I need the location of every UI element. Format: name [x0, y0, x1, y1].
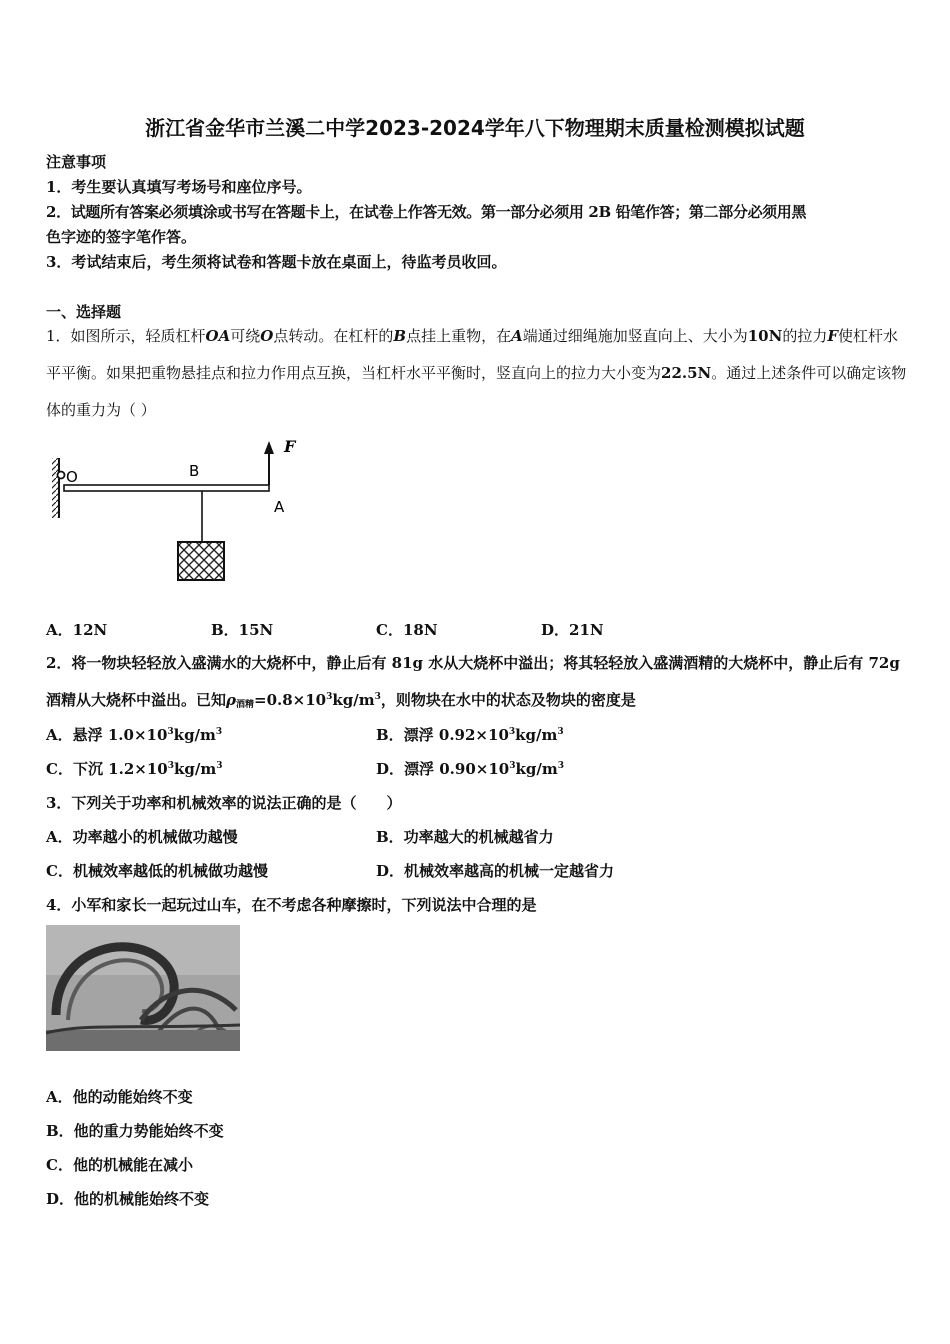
- notice-item-3: 3．考试结束后，考生须将试卷和答题卡放在桌面上，待监考员收回。: [46, 253, 507, 271]
- q3-option-c[interactable]: C．机械效率越低的机械做功越慢: [46, 862, 268, 880]
- exam-title: 浙江省金华市兰溪二中学2023-2024学年八下物理期末质量检测模拟试题: [145, 116, 805, 140]
- section-heading: 一、选择题: [46, 303, 122, 321]
- q1-option-a[interactable]: A．12N: [46, 621, 108, 639]
- notice-item-2-cont: 色字迹的签字笔作答。: [46, 228, 197, 246]
- q1-option-b[interactable]: B．15N: [211, 621, 274, 639]
- question-2-stem: 2．将一物块轻轻放入盛满水的大烧杯中，静止后有 81g 水从大烧杯中溢出；将其轻轻放入盛满酒精的大烧杯中，静止后有 72g 酒精从大烧杯中溢出。已知$\rho_{酒精}=0.8\times 10^3kg/m^3$，则物块在水中的状态及物块的密度是: [46, 654, 900, 710]
- pivot-o: [58, 472, 65, 479]
- question-1-stem: 1．如图所示，轻质杠杆OA可绕O点转动。在杠杆的B点挂上重物，在A端通过细绳施加竖直向上、大小为10N的拉力F使杠杆水平平衡。如果把重物悬挂点和拉力作用点互换，当杠杆水平平衡时，竖直向上的拉力大小变为22.5N。通过上述条件可以确定该物体的重力为（ ）: [46, 327, 907, 419]
- weight-block: [178, 542, 224, 580]
- q2-option-d[interactable]: D．漂浮 $0.90\times 10^3kg/m^3$: [376, 760, 564, 778]
- notice-item-2: 2．试题所有答案必须填涂或书写在答题卡上，在试卷上作答无效。第一部分必须用 2B 铅笔作答；第二部分必须用黑: [46, 203, 807, 221]
- q3-option-d[interactable]: D．机械效率越高的机械一定越省力: [376, 862, 615, 880]
- notice-heading: 注意事项: [46, 153, 107, 171]
- q2-option-b[interactable]: B．漂浮 $0.92\times 10^3kg/m^3$: [376, 726, 564, 744]
- q1-option-d[interactable]: D．21N: [541, 621, 604, 639]
- q4-option-a[interactable]: A．他的动能始终不变: [46, 1088, 193, 1106]
- q2-option-c[interactable]: C．下沉 $1.2\times 10^3kg/m^3$: [46, 760, 223, 778]
- question-4-stem: 4．小军和家长一起玩过山车，在不考虑各种摩擦时，下列说法中合理的是: [46, 896, 537, 914]
- lever-diagram: [44, 430, 314, 590]
- label-f: F: [284, 437, 296, 456]
- wall: [52, 458, 59, 518]
- q4-option-c[interactable]: C．他的机械能在减小: [46, 1156, 193, 1174]
- roller-coaster-photo: [46, 925, 240, 1051]
- q2-option-a[interactable]: A．悬浮 $1.0\times 10^3kg/m^3$: [46, 726, 223, 744]
- label-a: A: [274, 498, 285, 516]
- q3-option-a[interactable]: A．功率越小的机械做功越慢: [46, 828, 238, 846]
- q4-option-b[interactable]: B．他的重力势能始终不变: [46, 1122, 224, 1140]
- force-arrowhead: [264, 441, 274, 454]
- question-3-stem: 3．下列关于功率和机械效率的说法正确的是（ ）: [46, 794, 402, 812]
- lever-bar: [64, 485, 269, 491]
- label-o: O: [66, 468, 78, 486]
- q3-option-b[interactable]: B．功率越大的机械越省力: [376, 828, 554, 846]
- label-b: B: [189, 462, 200, 480]
- q4-option-d[interactable]: D．他的机械能始终不变: [46, 1190, 210, 1208]
- q1-option-c[interactable]: C．18N: [376, 621, 438, 639]
- notice-item-1: 1．考生要认真填写考场号和座位序号。: [46, 178, 312, 196]
